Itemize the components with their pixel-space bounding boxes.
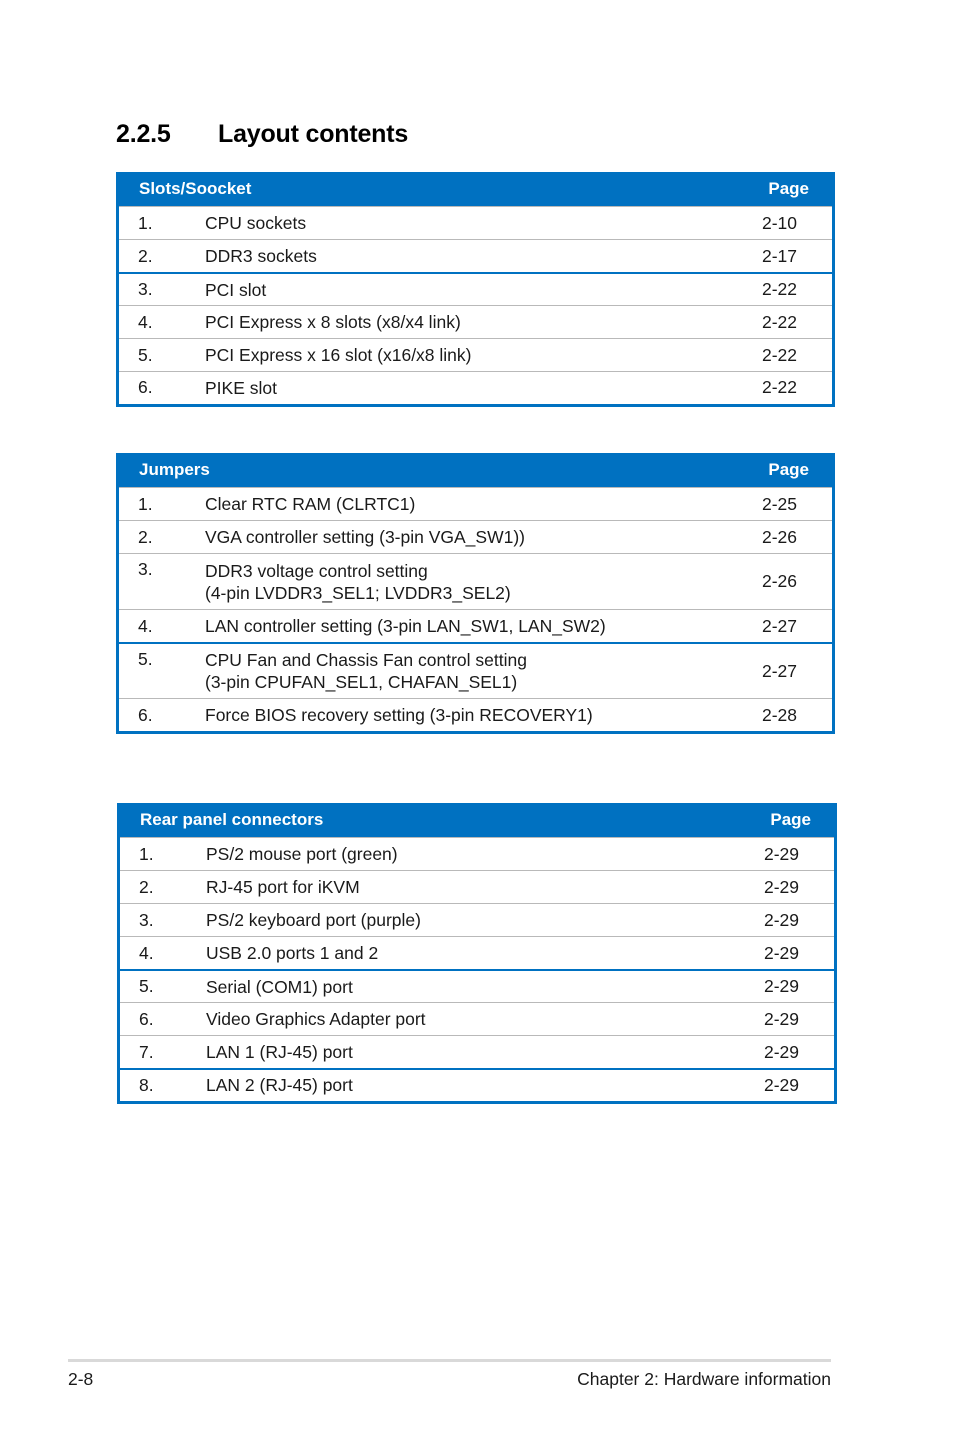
section-heading xyxy=(116,120,408,149)
table-row xyxy=(120,903,834,936)
row-description: LAN 1 (RJ-45) port xyxy=(206,1042,353,1062)
table-row xyxy=(120,837,834,870)
row-page: 2-22 xyxy=(762,311,798,332)
row-description: VGA controller setting (3-pin VGA_SW1)) xyxy=(205,527,525,547)
row-number: 2. xyxy=(138,245,153,266)
table-row xyxy=(119,520,832,553)
row-number: 5. xyxy=(138,344,153,365)
row-number: 1. xyxy=(138,493,153,514)
row-page: 2-17 xyxy=(762,245,798,266)
row-description-line2: (4-pin LVDDR3_SEL1; LVDDR3_SEL2) xyxy=(205,582,511,603)
table-row xyxy=(120,1002,834,1035)
row-page: 2-28 xyxy=(762,704,798,725)
row-page: 2-29 xyxy=(764,976,800,996)
row-page: 2-29 xyxy=(764,1041,800,1062)
row-description: PCI Express x 8 slots (x8/x4 link) xyxy=(205,312,461,332)
table-row xyxy=(120,936,834,969)
table-header-page: Page xyxy=(770,810,811,829)
table-row xyxy=(119,487,832,520)
table-header-page: Page xyxy=(768,179,809,198)
row-number: 8. xyxy=(139,1074,154,1095)
row-description: LAN 2 (RJ-45) port xyxy=(206,1075,353,1095)
footer-divider xyxy=(68,1359,831,1362)
table-row xyxy=(119,272,832,305)
row-description: DDR3 sockets xyxy=(205,246,317,266)
row-page: 2-29 xyxy=(764,876,800,897)
row-page: 2-22 xyxy=(762,344,798,365)
table-row xyxy=(119,642,832,698)
row-number: 7. xyxy=(139,1041,154,1062)
row-description: PS/2 keyboard port (purple) xyxy=(206,910,421,930)
row-page: 2-27 xyxy=(762,660,798,681)
row-number: 4. xyxy=(138,615,153,636)
row-page: 2-29 xyxy=(764,1074,800,1095)
row-description: Clear RTC RAM (CLRTC1) xyxy=(205,494,416,514)
row-page: 2-22 xyxy=(762,279,798,299)
row-description xyxy=(205,649,762,693)
table-row xyxy=(119,239,832,272)
slots-table xyxy=(116,172,835,407)
row-number: 2. xyxy=(138,526,153,547)
table-header xyxy=(119,453,832,487)
row-description-line1: CPU Fan and Chassis Fan control setting xyxy=(205,650,527,670)
row-number: 4. xyxy=(138,311,153,332)
row-number: 4. xyxy=(139,942,154,963)
row-description-line2: (3-pin CPUFAN_SEL1, CHAFAN_SEL1) xyxy=(205,672,518,692)
row-description: RJ-45 port for iKVM xyxy=(206,877,360,897)
table-header-title: Jumpers xyxy=(139,460,210,479)
section-title: Layout contents xyxy=(218,120,409,148)
row-description: Force BIOS recovery setting (3-pin RECOVERY1) xyxy=(205,705,593,725)
row-page: 2-25 xyxy=(762,493,798,514)
row-number: 5. xyxy=(139,976,154,996)
row-number: 6. xyxy=(139,1008,154,1029)
row-description: PIKE slot xyxy=(205,377,277,398)
table-header-title: Rear panel connectors xyxy=(140,810,324,829)
table-row xyxy=(119,698,832,731)
table-row xyxy=(119,338,832,371)
row-page: 2-22 xyxy=(762,377,798,397)
row-description: LAN controller setting (3-pin LAN_SW1, LAN_SW2) xyxy=(205,616,606,636)
row-description-line1: DDR3 voltage control setting xyxy=(205,560,428,581)
row-number: 1. xyxy=(139,843,154,864)
row-page: 2-26 xyxy=(762,526,798,547)
row-number: 2. xyxy=(139,876,154,897)
table-header xyxy=(119,172,832,206)
table-row xyxy=(119,206,832,239)
rear-panel-table xyxy=(117,803,837,1104)
row-page: 2-29 xyxy=(764,843,800,864)
table-row xyxy=(119,305,832,338)
row-page: 2-26 xyxy=(762,571,798,591)
row-number: 3. xyxy=(138,559,153,579)
row-description: CPU sockets xyxy=(205,213,307,233)
row-number: 3. xyxy=(139,909,154,930)
row-description: PCI Express x 16 slot (x16/x8 link) xyxy=(205,345,472,365)
table-row xyxy=(120,870,834,903)
footer-page-number: 2-8 xyxy=(68,1369,94,1389)
table-row xyxy=(120,1068,834,1100)
table-row xyxy=(119,609,832,642)
row-page: 2-29 xyxy=(764,1008,800,1029)
row-number: 6. xyxy=(138,704,153,725)
table-row xyxy=(120,1035,834,1068)
row-page: 2-29 xyxy=(764,942,800,963)
row-number: 5. xyxy=(138,649,153,669)
row-description: PCI slot xyxy=(205,279,267,300)
table-row xyxy=(120,969,834,1002)
row-number: 1. xyxy=(138,212,153,233)
row-number: 6. xyxy=(138,377,153,397)
row-description: Video Graphics Adapter port xyxy=(206,1009,426,1029)
row-description: Serial (COM1) port xyxy=(206,976,353,997)
table-row xyxy=(119,371,832,403)
row-number: 3. xyxy=(138,279,153,299)
row-page: 2-10 xyxy=(762,212,798,233)
row-description: USB 2.0 ports 1 and 2 xyxy=(206,943,379,963)
footer-chapter-title: Chapter 2: Hardware information xyxy=(577,1369,831,1389)
table-header xyxy=(120,803,834,837)
row-page: 2-27 xyxy=(762,615,798,636)
row-description: PS/2 mouse port (green) xyxy=(206,844,398,864)
table-row xyxy=(119,553,832,609)
row-description xyxy=(205,560,762,604)
section-number: 2.2.5 xyxy=(116,120,171,148)
table-header-page: Page xyxy=(768,460,809,479)
row-page: 2-29 xyxy=(764,909,800,930)
table-header-title: Slots/Soocket xyxy=(139,179,252,198)
jumpers-table xyxy=(116,453,835,734)
